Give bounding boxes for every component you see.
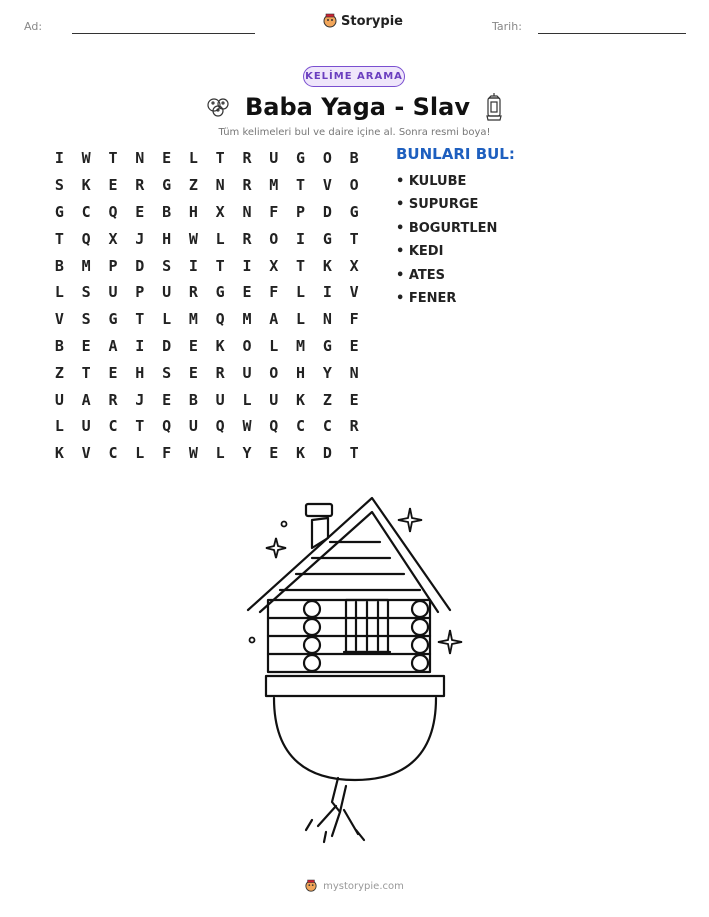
grid-letter[interactable]: D [162, 336, 172, 355]
grid-letter[interactable]: L [296, 310, 306, 329]
hut-on-chicken-legs-illustration[interactable] [240, 490, 470, 860]
grid-letter[interactable]: G [296, 149, 306, 168]
grid-letter[interactable]: V [81, 444, 91, 463]
word-list-item: • KULUBE [396, 174, 467, 189]
grid-letter[interactable]: C [108, 444, 118, 463]
grid-letter[interactable]: Z [54, 363, 64, 382]
grid-letter[interactable]: L [54, 283, 64, 302]
grid-letter[interactable]: L [215, 229, 225, 248]
grid-letter[interactable]: E [108, 176, 118, 195]
grid-letter[interactable]: J [135, 390, 145, 409]
grid-letter[interactable]: G [349, 202, 359, 221]
grid-letter[interactable]: H [135, 363, 145, 382]
grid-letter[interactable]: W [81, 149, 91, 168]
footer-url[interactable]: mystorypie.com [323, 880, 404, 892]
grid-letter[interactable]: R [349, 417, 359, 436]
grid-letter[interactable]: Q [269, 417, 279, 436]
grid-letter[interactable]: G [162, 176, 172, 195]
grid-letter[interactable]: L [135, 444, 145, 463]
word-list-item: • FENER [396, 290, 457, 306]
grid-letter[interactable]: E [349, 390, 359, 409]
grid-letter[interactable]: I [135, 336, 145, 355]
grid-letter[interactable]: E [108, 363, 118, 382]
grid-letter[interactable]: R [242, 229, 252, 248]
grid-letter[interactable]: Q [108, 202, 118, 221]
grid-letter[interactable]: T [349, 444, 359, 463]
grid-letter[interactable]: W [188, 444, 198, 463]
grid-letter[interactable]: R [242, 149, 252, 168]
storypie-mascot-icon [323, 13, 337, 29]
grid-letter[interactable]: F [269, 283, 279, 302]
grid-letter[interactable]: Z [322, 390, 332, 409]
grid-letter[interactable]: T [296, 256, 306, 275]
grid-letter[interactable]: W [188, 229, 198, 248]
grid-letter[interactable]: P [135, 283, 145, 302]
grid-letter[interactable]: Y [242, 444, 252, 463]
grid-letter[interactable]: S [162, 363, 172, 382]
grid-letter[interactable]: C [322, 417, 332, 436]
grid-letter[interactable]: T [81, 363, 91, 382]
grid-letter[interactable]: L [54, 417, 64, 436]
grid-letter[interactable]: E [162, 390, 172, 409]
word-list-title: BUNLARI BUL: [396, 145, 515, 163]
brand-name: Storypie [341, 13, 403, 29]
page-title: Baba Yaga - Slav [245, 93, 470, 121]
grid-letter[interactable]: E [242, 283, 252, 302]
footer [0, 879, 709, 893]
grid-letter[interactable]: L [269, 336, 279, 355]
grid-letter[interactable]: L [242, 390, 252, 409]
name-label: Ad: [24, 20, 43, 33]
grid-letter[interactable]: H [296, 363, 306, 382]
grid-letter[interactable]: B [162, 202, 172, 221]
grid-letter[interactable]: T [135, 417, 145, 436]
grid-letter[interactable]: O [242, 336, 252, 355]
grid-letter[interactable]: I [188, 256, 198, 275]
grid-letter[interactable]: X [108, 229, 118, 248]
grid-letter[interactable]: K [322, 256, 332, 275]
grid-letter[interactable]: D [135, 256, 145, 275]
grid-letter[interactable]: C [108, 417, 118, 436]
grid-letter[interactable]: K [81, 176, 91, 195]
storypie-mascot-icon [305, 879, 317, 893]
grid-letter[interactable]: Q [215, 417, 225, 436]
grid-letter[interactable]: S [162, 256, 172, 275]
grid-letter[interactable]: O [322, 149, 332, 168]
grid-letter[interactable]: N [322, 310, 332, 329]
grid-letter[interactable]: X [215, 202, 225, 221]
grid-letter[interactable]: P [108, 256, 118, 275]
grid-letter[interactable]: U [54, 390, 64, 409]
grid-letter[interactable]: I [54, 149, 64, 168]
grid-letter[interactable]: T [215, 256, 225, 275]
grid-letter[interactable]: U [215, 390, 225, 409]
grid-letter[interactable]: T [349, 229, 359, 248]
grid-letter[interactable]: A [108, 336, 118, 355]
grid-letter[interactable]: S [54, 176, 64, 195]
date-label: Tarih: [492, 20, 522, 33]
grid-letter[interactable]: E [269, 444, 279, 463]
grid-letter[interactable]: R [188, 283, 198, 302]
grid-letter[interactable]: G [322, 336, 332, 355]
date-line[interactable] [538, 33, 686, 34]
grid-letter[interactable]: K [296, 390, 306, 409]
word-list-item: • BOGURTLEN [396, 220, 498, 236]
grid-letter[interactable]: K [215, 336, 225, 355]
grid-letter[interactable]: E [135, 202, 145, 221]
mushroom-cluster-icon [205, 96, 231, 118]
grid-letter[interactable]: C [296, 417, 306, 436]
grid-letter[interactable]: D [322, 444, 332, 463]
grid-letter[interactable]: N [135, 149, 145, 168]
word-list-item: • ATES [396, 267, 445, 283]
grid-letter[interactable]: M [296, 336, 306, 355]
grid-letter[interactable]: M [269, 176, 279, 195]
category-badge: KELİME ARAMA [303, 66, 405, 87]
grid-letter[interactable]: L [215, 444, 225, 463]
grid-letter[interactable]: N [349, 363, 359, 382]
lantern-icon [484, 92, 504, 122]
grid-letter[interactable]: Z [188, 176, 198, 195]
grid-letter[interactable]: H [188, 202, 198, 221]
instructions: Tüm kelimeleri bul ve daire içine al. Sonra resmi boya! [218, 127, 491, 138]
name-line[interactable] [72, 33, 255, 34]
grid-letter[interactable]: R [108, 390, 118, 409]
grid-letter[interactable]: G [322, 229, 332, 248]
grid-letter[interactable]: A [81, 390, 91, 409]
grid-letter[interactable]: E [188, 363, 198, 382]
grid-letter[interactable]: V [349, 283, 359, 302]
grid-letter[interactable]: P [296, 202, 306, 221]
grid-letter[interactable]: V [54, 310, 64, 329]
grid-letter[interactable]: I [296, 229, 306, 248]
grid-letter[interactable]: R [215, 363, 225, 382]
grid-letter[interactable]: X [269, 256, 279, 275]
grid-letter[interactable]: X [349, 256, 359, 275]
grid-letter[interactable]: Q [215, 310, 225, 329]
grid-letter[interactable]: C [81, 202, 91, 221]
grid-letter[interactable]: U [269, 390, 279, 409]
grid-letter[interactable]: T [135, 310, 145, 329]
grid-letter[interactable]: D [322, 202, 332, 221]
grid-letter[interactable]: V [322, 176, 332, 195]
grid-letter[interactable]: K [54, 444, 64, 463]
grid-letter[interactable]: B [349, 149, 359, 168]
grid-letter[interactable]: T [215, 149, 225, 168]
grid-letter[interactable]: U [242, 363, 252, 382]
grid-letter[interactable]: N [242, 202, 252, 221]
grid-letter[interactable]: E [81, 336, 91, 355]
grid-letter[interactable]: B [54, 336, 64, 355]
grid-letter[interactable]: E [162, 149, 172, 168]
grid-letter[interactable]: F [162, 444, 172, 463]
grid-letter[interactable]: L [296, 283, 306, 302]
grid-letter[interactable]: M [188, 310, 198, 329]
grid-letter[interactable]: I [322, 283, 332, 302]
grid-letter[interactable]: G [108, 310, 118, 329]
grid-letter[interactable]: O [269, 229, 279, 248]
grid-letter[interactable]: M [242, 310, 252, 329]
grid-letter[interactable]: H [162, 229, 172, 248]
grid-letter[interactable]: U [162, 283, 172, 302]
grid-letter[interactable]: B [188, 390, 198, 409]
grid-letter[interactable]: T [296, 176, 306, 195]
grid-letter[interactable]: U [81, 417, 91, 436]
grid-letter[interactable]: R [135, 176, 145, 195]
grid-letter[interactable]: F [269, 202, 279, 221]
grid-letter[interactable]: Q [81, 229, 91, 248]
grid-letter[interactable]: R [242, 176, 252, 195]
grid-letter[interactable]: F [349, 310, 359, 329]
grid-letter[interactable]: S [81, 310, 91, 329]
word-list [396, 170, 497, 310]
word-list-item: • SUPURGE [396, 197, 479, 213]
grid-letter[interactable]: Y [322, 363, 332, 382]
grid-letter[interactable]: T [108, 149, 118, 168]
word-list-item: • KEDI [396, 244, 444, 260]
grid-letter[interactable]: K [296, 444, 306, 463]
grid-letter[interactable]: W [242, 417, 252, 436]
grid-letter[interactable]: M [81, 256, 91, 275]
grid-letter[interactable]: A [269, 310, 279, 329]
grid-letter[interactable]: O [269, 363, 279, 382]
grid-letter[interactable]: T [54, 229, 64, 248]
grid-letter[interactable]: U [108, 283, 118, 302]
grid-letter[interactable]: I [242, 256, 252, 275]
grid-letter[interactable]: B [54, 256, 64, 275]
word-search-grid[interactable] [46, 145, 368, 467]
grid-letter[interactable]: J [135, 229, 145, 248]
grid-letter[interactable]: E [349, 336, 359, 355]
grid-letter[interactable]: S [81, 283, 91, 302]
grid-letter[interactable]: G [215, 283, 225, 302]
grid-letter[interactable]: G [54, 202, 64, 221]
grid-letter[interactable]: N [215, 176, 225, 195]
brand-logo [323, 13, 403, 29]
grid-letter[interactable]: L [162, 310, 172, 329]
grid-letter[interactable]: U [188, 417, 198, 436]
grid-letter[interactable]: Q [162, 417, 172, 436]
grid-letter[interactable]: L [188, 149, 198, 168]
grid-letter[interactable]: O [349, 176, 359, 195]
grid-letter[interactable]: E [188, 336, 198, 355]
grid-letter[interactable]: U [269, 149, 279, 168]
